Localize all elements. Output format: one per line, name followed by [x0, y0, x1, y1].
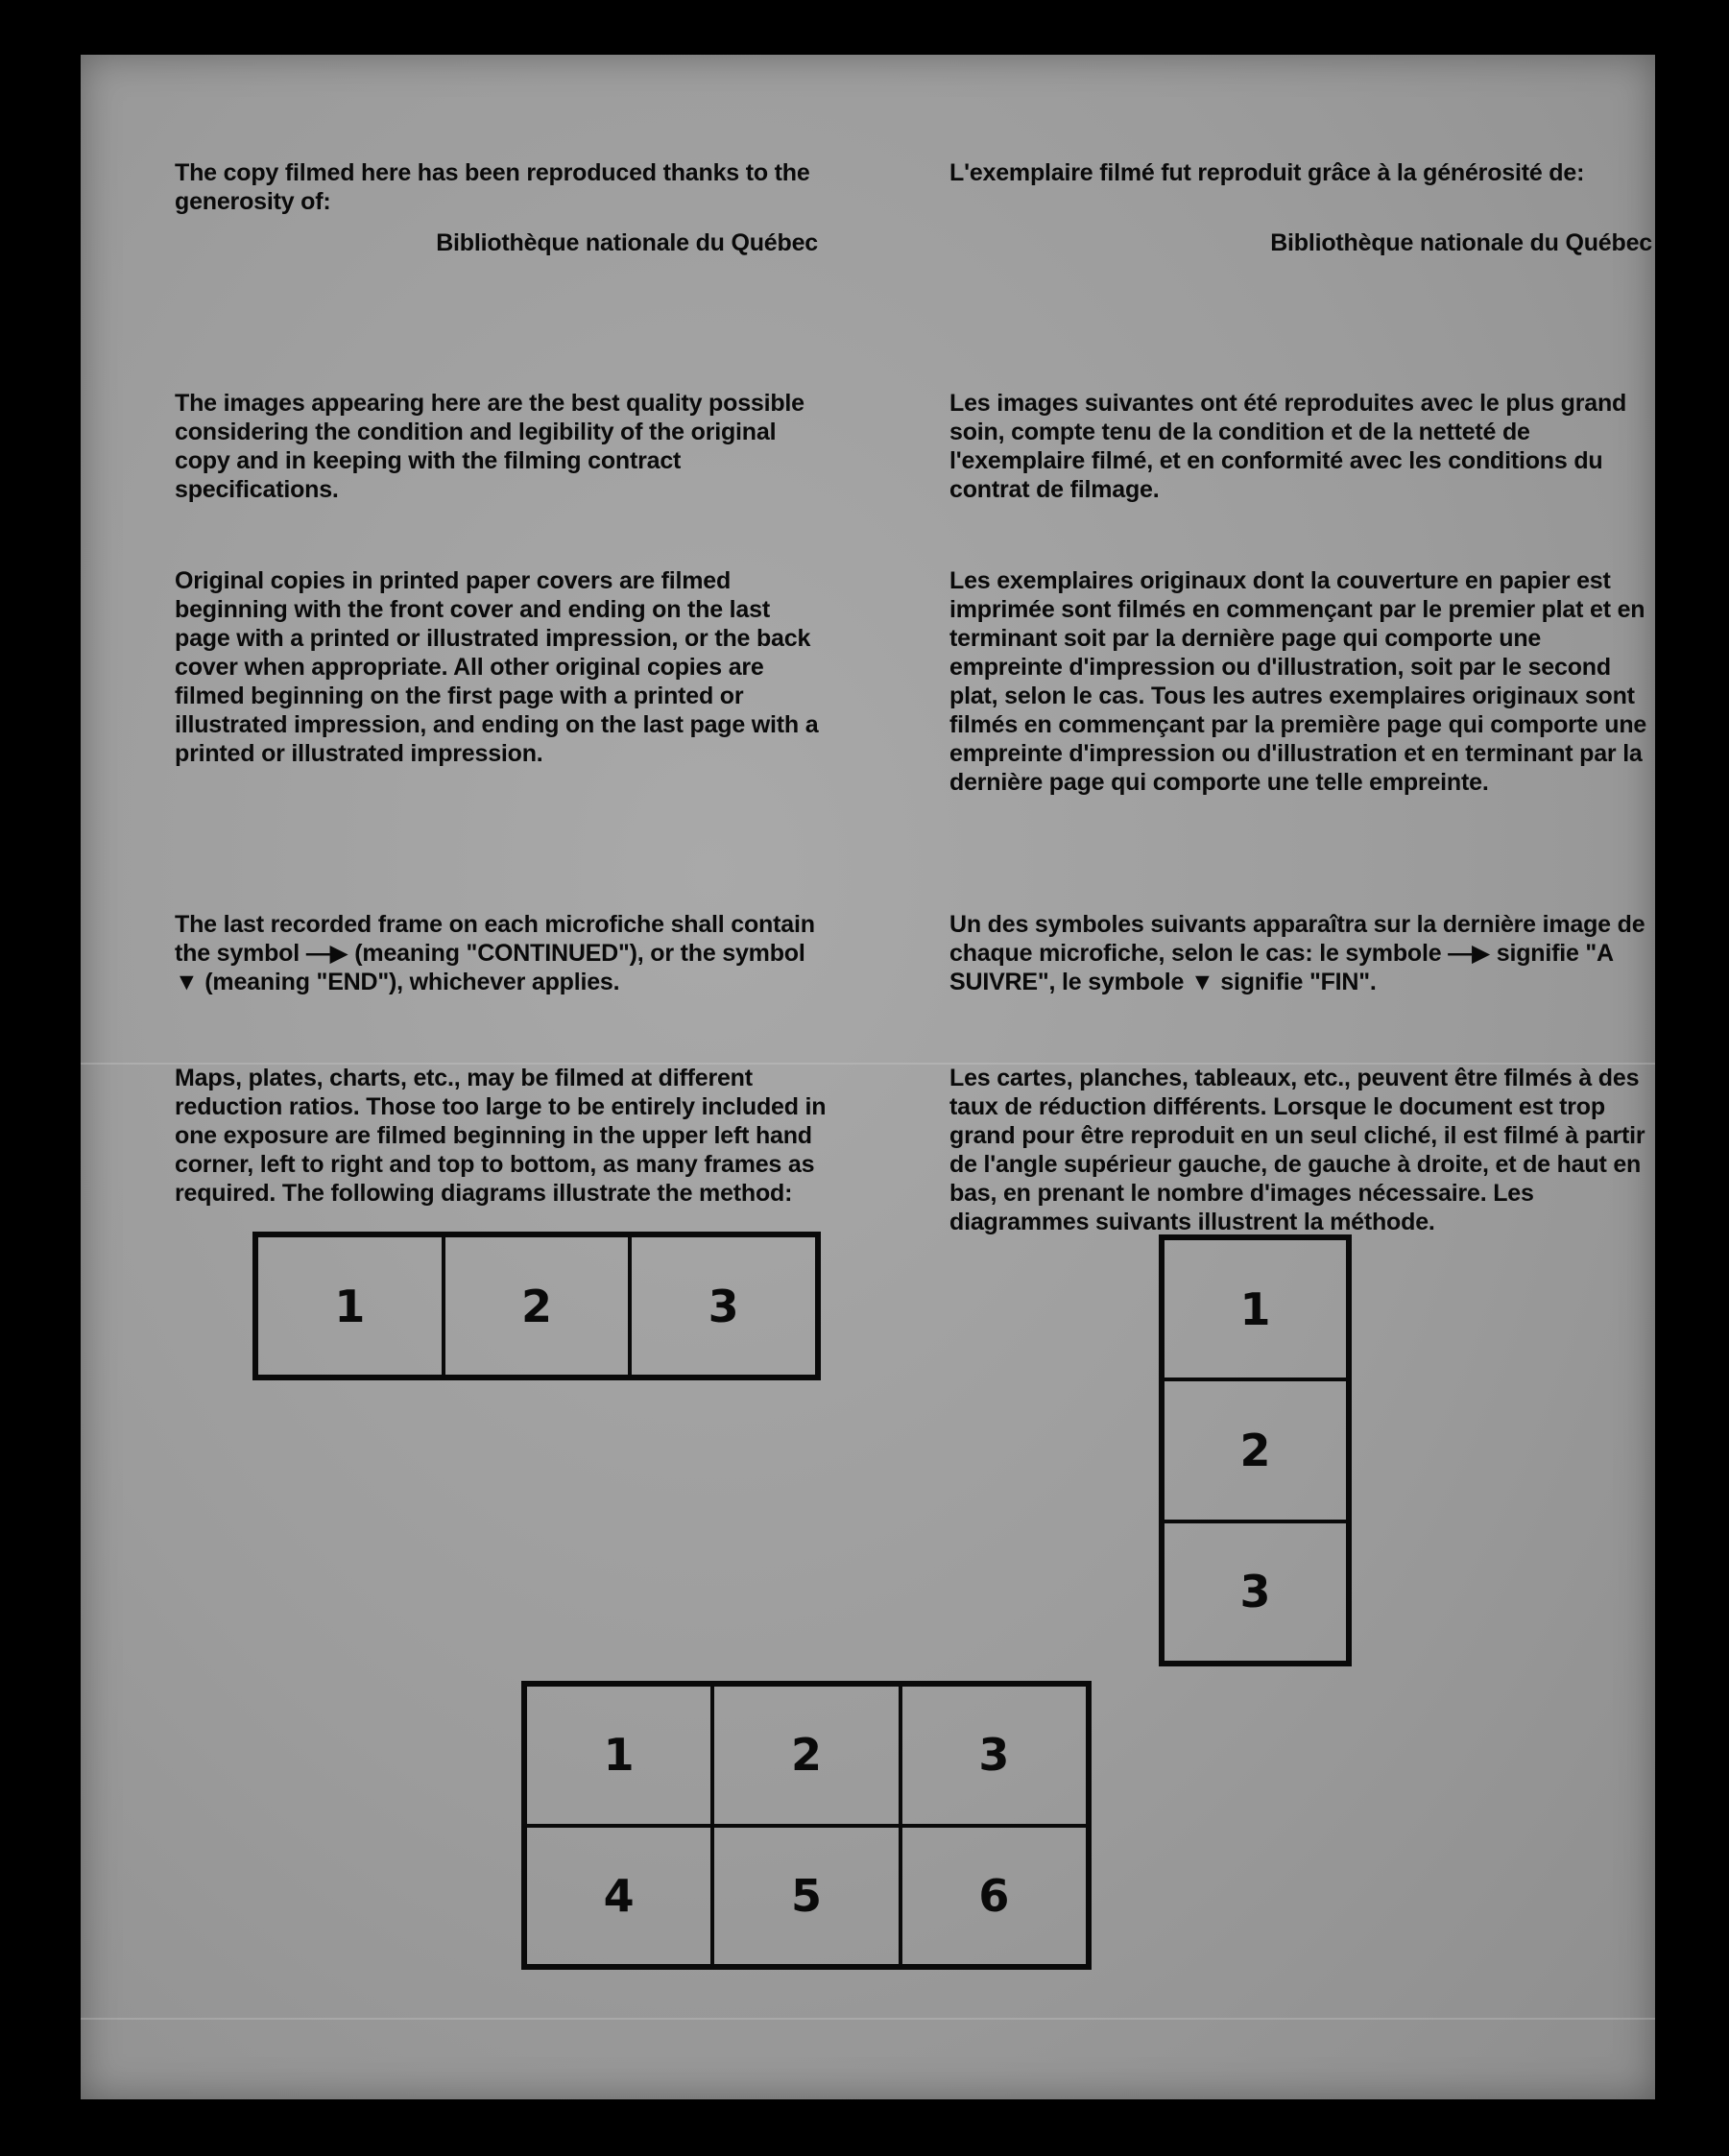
frame-cell: 3 — [901, 1685, 1088, 1826]
credit-intro: The copy filmed here has been reproduced thanks to the generosity of: — [175, 159, 810, 215]
horizontal-frame-diagram — [252, 1232, 821, 1380]
maps-paragraph: Maps, plates, charts, etc., may be filmed at different reduction ratios. Those too large to be entirely included in one exposure are filmed beginning in the upper left hand corner, left to right and top to bottom, as many frames as required. The following diagrams illustrate the method: — [175, 1065, 827, 1207]
frame-cell: 2 — [712, 1685, 900, 1826]
quality-paragraph: The images appearing here are the best quality possible considering the condition and legibility of the original copy and in keeping with the filming contract specifications. — [175, 390, 804, 503]
frame-cell: 4 — [525, 1826, 712, 1967]
maps-paragraph: Les cartes, planches, tableaux, etc., peuvent être filmés à des taux de réduction différents. Lorsque le document est trop grand pour être reproduit en un seul cliché, il est filmé à partir de l'angle supérieur gauche, de gauche à droite, et de haut en bas, en prenant le nombre d'images nécessaire. Les diagrammes suivants illustrent la méthode. — [949, 1065, 1645, 1235]
quality-paragraph: Les images suivantes ont été reproduites avec le plus grand soin, compte tenu de la condition et de la netteté de l'exemplaire filmé, et en conformité avec les conditions du contrat de filmage. — [949, 390, 1627, 503]
frame-cell: 1 — [525, 1685, 712, 1826]
symbols-paragraph: The last recorded frame on each microfiche shall contain the symbol —▶ (meaning "CONTINUED"), or the symbol ▼ (meaning "END"), whichever applies. — [175, 911, 815, 995]
french-column — [949, 158, 1660, 1291]
frame-cell: 3 — [1163, 1521, 1348, 1663]
credit-name: Bibliothèque nationale du Québec — [436, 229, 818, 256]
frame-cell: 3 — [630, 1235, 817, 1377]
frame-cell: 6 — [901, 1826, 1088, 1967]
frame-cell: 5 — [712, 1826, 900, 1967]
credit-name: Bibliothèque nationale du Québec — [1270, 229, 1652, 256]
frame-cell: 1 — [1163, 1238, 1348, 1379]
grid-frame-diagram — [521, 1681, 1092, 1970]
symbols-paragraph: Un des symboles suivants apparaîtra sur la dernière image de chaque microfiche, selon le cas: le symbole —▶ signifie "A SUIVRE", le symbole ▼ signifie "FIN". — [949, 911, 1645, 995]
credit-intro: L'exemplaire filmé fut reproduit grâce à la générosité de: — [949, 159, 1585, 186]
film-scratch — [81, 2018, 1655, 2020]
original-copies-paragraph: Original copies in printed paper covers are filmed beginning with the front cover and ending on the last page with a printed or illustrated impression, or the back cover when appropriate. All other original copies are filmed beginning on the first page with a printed or illustrated impression, and ending on the last page with a printed or illustrated impression. — [175, 567, 819, 767]
english-column — [175, 158, 828, 1291]
frame-cell: 2 — [1163, 1379, 1348, 1521]
original-copies-paragraph: Les exemplaires originaux dont la couverture en papier est imprimée sont filmés en commençant par le premier plat et en terminant soit par la dernière page qui comporte une empreinte d'impression ou d'illustration, soit par le second plat, selon le cas. Tous les autres exemplaires originaux sont filmés en commençant par la première page qui comporte une empreinte d'impression ou d'illustration et en terminant par la dernière page qui comporte une telle empreinte. — [949, 567, 1647, 796]
frame-cell: 1 — [256, 1235, 444, 1377]
vertical-frame-diagram — [1159, 1234, 1352, 1666]
frame-cell: 2 — [444, 1235, 631, 1377]
